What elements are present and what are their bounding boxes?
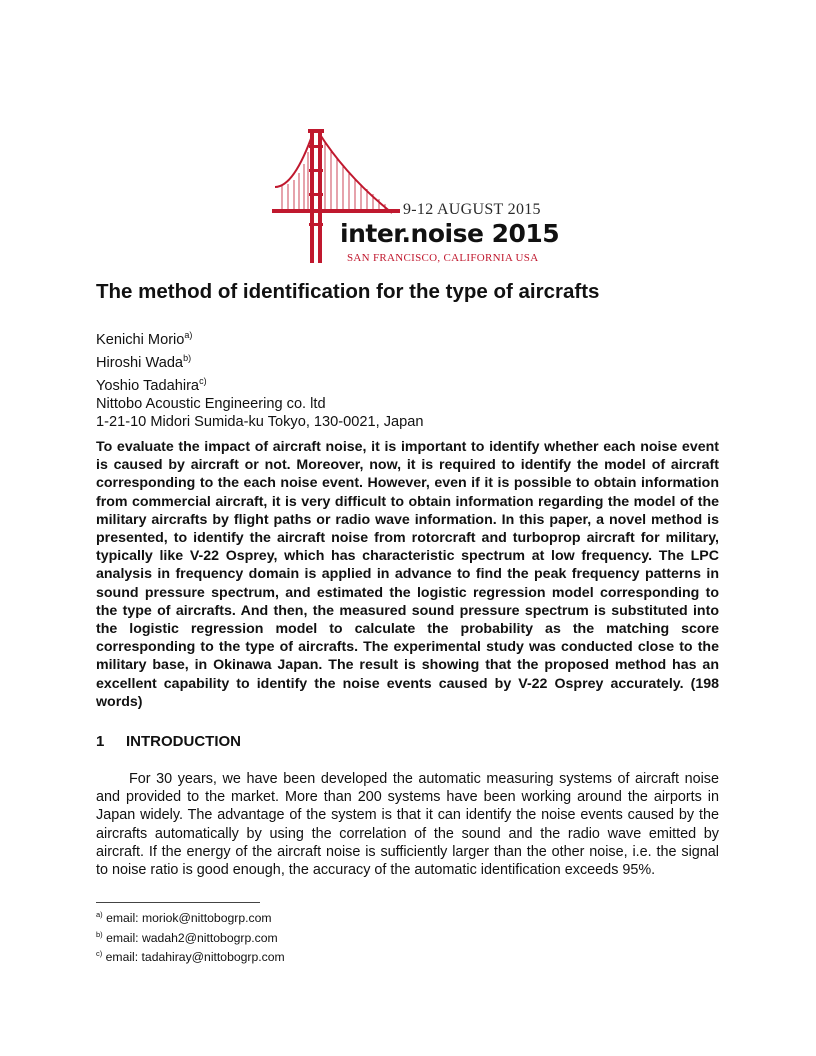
- conference-dates: 9-12 AUGUST 2015: [403, 201, 541, 218]
- section-title: INTRODUCTION: [126, 733, 241, 750]
- author-mark: a): [184, 330, 193, 340]
- author-line: [96, 349, 423, 372]
- author-mark: b): [183, 352, 192, 363]
- footnote-email[interactable]: email: tadahiray@nittobogrp.com: [105, 950, 285, 965]
- footnote-mark: b): [96, 929, 103, 939]
- footnote: [96, 907, 285, 927]
- abstract: To evaluate the impact of aircraft noise, it is important to identify whether each noise event is caused by aircraft or not. Moreover, now, it is required to identify the model of aircraft corresponding to the each noise event. However, even if it is possible to obtain information from commercial aircraft, it is very difficult to obtain information regarding the model of the military aircrafts by flight paths or radio wave information. In this paper, a novel method is presented, to identify the aircraft noise from rotorcraft and turboprop aircraft for military, typically like V-22 Osprey, which has characteristic spectrum at low frequency. The LPC analysis in frequency domain is applied in advance to find the peak frequency patterns in sound pressure spectrum, and estimated the logistic regression model corresponding to the type of aircrafts. And then, the measured sound pressure spectrum is substituted into the logistic regression model to calculate the probability as the matching score corresponding to the type of aircrafts. The experimental study was conducted close to the military base, in Okinawa Japan. The result is showing that the proposed method has an excellent capability to identify the noise events caused by V-22 Osprey accurately. (198 words): [96, 439, 719, 710]
- footnote-email[interactable]: email: moriok@nittobogrp.com: [106, 911, 272, 926]
- author-line: [96, 372, 423, 395]
- author-mark: c): [199, 375, 207, 386]
- paper-title: The method of identification for the type of aircrafts: [96, 280, 600, 303]
- author-block: [96, 326, 423, 431]
- conference-logo: [272, 127, 560, 267]
- section-heading: [96, 733, 241, 750]
- address: 1-21-10 Midori Sumida-ku Tokyo, 130-0021, Japan: [96, 413, 424, 430]
- section-body: For 30 years, we have been developed the automatic measuring systems of aircraft noise and provided to the market. More than 200 systems have been working around the airports in Japan widely. The advantage of the system is that it can identify the noise events caused by the aircrafts automatically by using the correlation of the sound and the radio wave emitted by aircraft. If the energy of the aircraft noise is sufficiently larger than the other noise, i.e. the signal to noise ratio is good enough, the accuracy of the automatic identification exceeds 95%.: [96, 771, 719, 879]
- footnote: [96, 946, 285, 966]
- conference-name: inter.noise 2015: [340, 219, 560, 248]
- author-name: Hiroshi Wada: [96, 354, 184, 371]
- footnote-email[interactable]: email: wadah2@nittobogrp.com: [106, 930, 278, 945]
- footnote-mark: c): [96, 949, 103, 959]
- affiliation: Nittobo Acoustic Engineering co. ltd: [96, 395, 326, 412]
- footnote-divider: [96, 902, 260, 903]
- author-name: Kenichi Morio: [96, 331, 185, 348]
- footnote: [96, 927, 285, 947]
- conference-location: SAN FRANCISCO, CALIFORNIA USA: [347, 252, 539, 264]
- section-number: 1: [96, 733, 105, 750]
- author-line: [96, 326, 423, 349]
- footnotes: [96, 907, 285, 966]
- author-name: Yoshio Tadahira: [96, 377, 200, 394]
- footnote-mark: a): [96, 910, 103, 919]
